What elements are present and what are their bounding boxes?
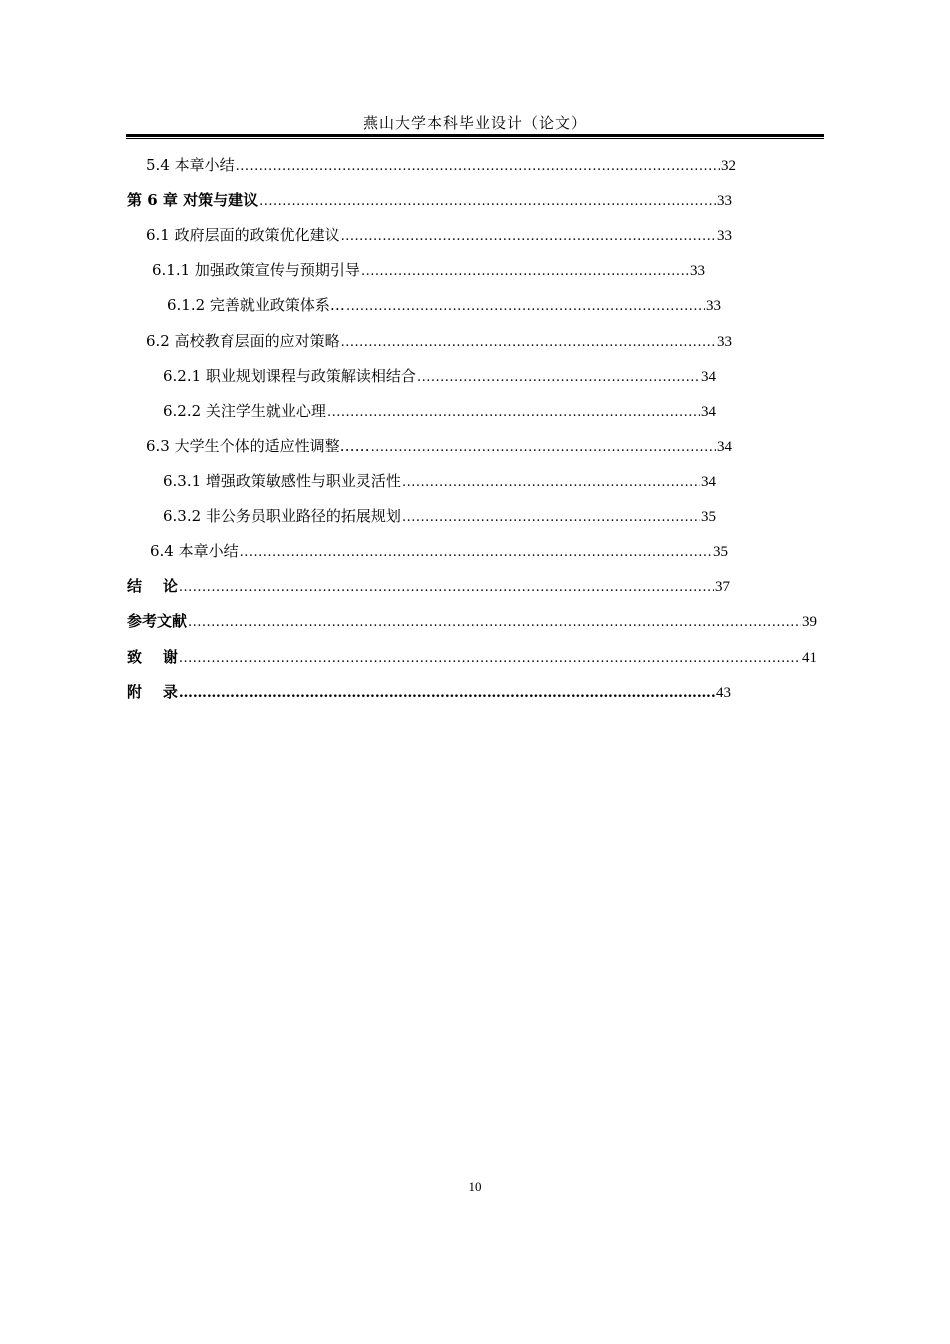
toc-entry-title: 6.1.2 完善就业政策体系… [167,296,345,314]
toc-leader-dots [259,192,716,212]
toc-entry-page: 35 [701,509,716,525]
toc-leader-dots [179,649,801,669]
toc-entry-chapter[interactable] [127,682,731,703]
toc-entry-page: 35 [713,544,728,560]
toc-entry-page: 33 [717,193,732,209]
toc-entry-page: 34 [701,404,716,420]
toc-entry-title: 参考文献 [127,612,188,630]
toc-entry[interactable] [163,471,716,493]
toc-entry[interactable] [146,155,736,177]
toc-entry-page: 41 [802,650,817,666]
toc-entry-title: 6.2 高校教育层面的应对策略 [146,332,340,350]
toc-entry[interactable] [146,436,732,458]
toc-entry-page: 33 [717,228,732,244]
toc-entry-title: 致 谢 [127,648,178,666]
toc-leader-dots [341,227,716,247]
toc-entry-title: 6.4 本章小结 [150,542,239,560]
toc-entry[interactable] [163,506,716,528]
toc-leader-dots [346,297,705,317]
toc-entry-page: 43 [716,685,731,701]
toc-entry-title: 6.2.2 关注学生就业心理 [163,402,326,420]
toc-leader-dots [327,403,700,423]
toc-entry-title: 第 6 章 对策与建议 [127,191,259,209]
toc-leader-dots [361,262,689,282]
toc-entry[interactable] [146,225,732,247]
toc-entry[interactable] [163,401,716,423]
toc-entry[interactable] [152,260,705,282]
toc-entry-title: 5.4 本章小结 [146,156,235,174]
toc-entry-page: 32 [721,158,736,174]
header-rule-thick [126,134,824,137]
toc-entry-page: 34 [701,474,716,490]
toc-entry-page: 33 [717,334,732,350]
toc-entry-title: 6.2.1 职业规划课程与政策解读相结合 [163,367,416,385]
header-rule-thin [126,138,824,139]
running-header-title: 燕山大学本科毕业设计（论文） [362,114,587,132]
toc-leader-dots [179,578,714,598]
toc-entry[interactable] [150,541,728,563]
toc-leader-dots [402,508,700,528]
page-number: 10 [468,1179,482,1194]
toc-entry-page: 33 [690,263,705,279]
toc-entry-page: 34 [717,439,732,455]
toc-entry-chapter[interactable] [127,611,817,633]
toc-entry-title: 6.3.1 增强政策敏感性与职业灵活性 [163,472,401,490]
toc-entry[interactable] [146,331,732,353]
toc-entry-title: 6.1 政府层面的政策优化建议 [146,226,340,244]
toc-entry-page: 37 [715,579,730,595]
toc-entry-chapter[interactable] [127,647,817,669]
toc-leader-dots [417,368,700,388]
toc-leader-dots [240,543,712,563]
toc-entry[interactable] [163,366,716,388]
toc-leader-dots [236,157,720,177]
toc-entry[interactable] [167,295,721,317]
toc-entry-title: 附 录 [127,683,178,701]
toc-entry-title: 6.1.1 加强政策宣传与预期引导 [152,261,360,279]
toc-entry-page: 34 [701,369,716,385]
toc-entry-chapter[interactable] [127,576,730,598]
toc-leader-dots [179,683,715,703]
toc-entry-title: 6.3.2 非公务员职业路径的拓展规划 [163,507,401,525]
toc-leader-dots [402,473,700,493]
toc-entry-chapter[interactable] [127,190,732,212]
toc-entry-page: 39 [802,614,817,630]
toc-leader-dots [188,613,801,633]
toc-entry-page: 33 [706,298,721,314]
toc-entry-title: 6.3 大学生个体的适应性调整…… [146,437,370,455]
toc-leader-dots [341,333,716,353]
toc-leader-dots [371,438,716,458]
toc-entry-title: 结 论 [127,577,178,595]
